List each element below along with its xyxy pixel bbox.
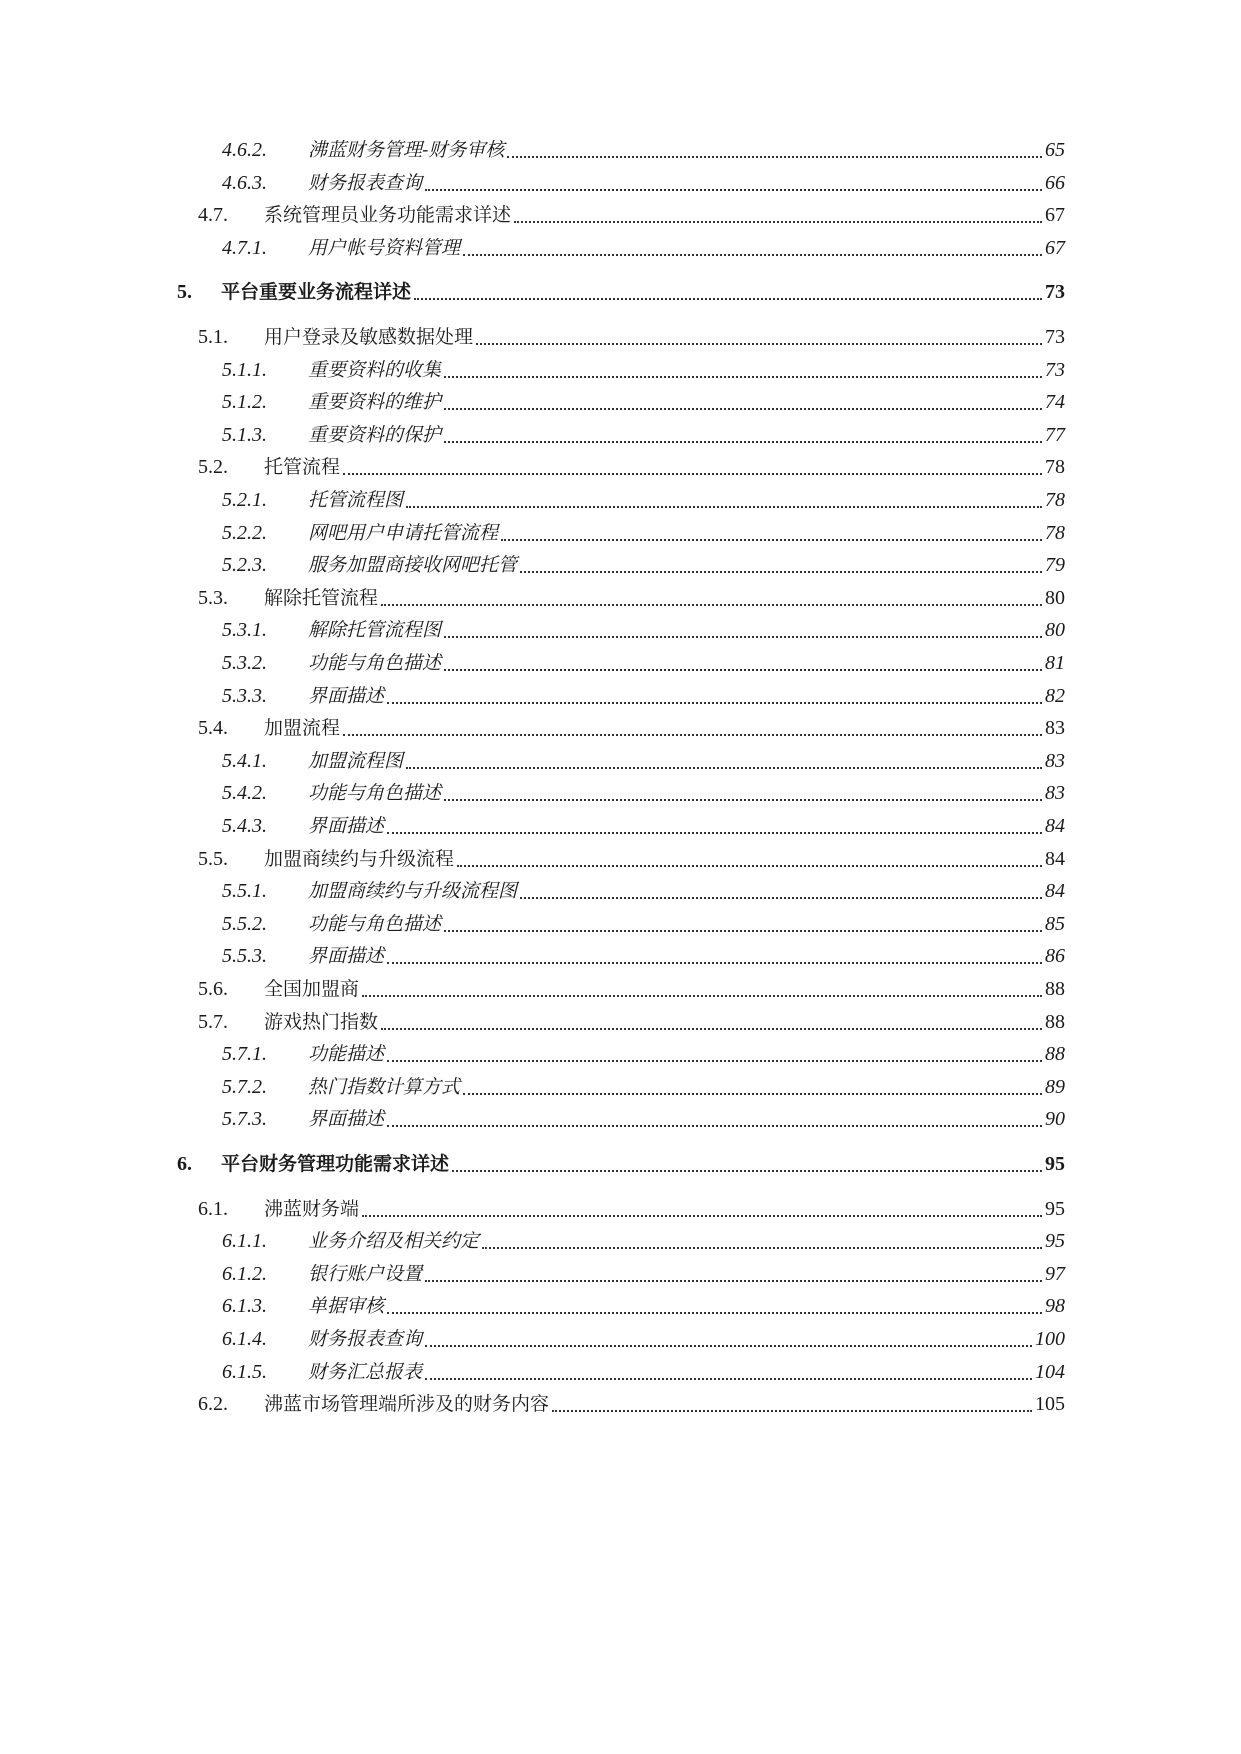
- toc-entry-number: 4.7.1.: [222, 236, 267, 259]
- toc-entry-number: 5.2.: [198, 456, 228, 479]
- toc-entry[interactable]: [198, 452, 1065, 482]
- toc-dot-leader: [381, 603, 1042, 606]
- toc-entry[interactable]: [222, 778, 1065, 808]
- toc-dot-leader: [507, 155, 1042, 158]
- toc-entry-page-number: 66: [1045, 171, 1065, 194]
- toc-entry-number: 6.: [177, 1153, 192, 1175]
- toc-entry[interactable]: [222, 387, 1065, 417]
- toc-entry-title: 解除托管流程图: [308, 619, 442, 642]
- toc-dot-leader: [406, 766, 1042, 769]
- toc-entry-page-number: 65: [1045, 139, 1065, 161]
- toc-entry-number: 5.7.1.: [222, 1043, 267, 1066]
- toc-entry-number: 5.4.1.: [222, 749, 267, 772]
- toc-entry[interactable]: [222, 941, 1065, 971]
- toc-entry[interactable]: [222, 1072, 1065, 1102]
- toc-entry-number: 6.1.2.: [222, 1262, 267, 1285]
- toc-entry[interactable]: [198, 200, 1065, 230]
- toc-entry-page-number: 83: [1045, 749, 1065, 772]
- toc-entry-title: 用户登录及敏感数据处理: [264, 326, 474, 348]
- toc-entry-page-number: 90: [1045, 1108, 1065, 1131]
- toc-dot-leader: [387, 831, 1042, 834]
- toc-dot-leader: [444, 440, 1042, 443]
- toc-entry-number: 6.1.1.: [222, 1230, 267, 1253]
- toc-entry-number: 5.2.3.: [222, 554, 267, 577]
- toc-entry-title: 系统管理员业务功能需求详述: [264, 204, 512, 227]
- toc-entry-page-number: 85: [1045, 912, 1065, 935]
- toc-dot-leader: [387, 1311, 1042, 1314]
- toc-dot-leader: [425, 1279, 1042, 1282]
- toc-entry-page-number: 80: [1045, 586, 1065, 609]
- toc-dot-leader: [406, 505, 1042, 508]
- toc-entry-title: 平台重要业务流程详述: [221, 281, 412, 304]
- toc-entry-title: 重要资料的收集: [308, 358, 442, 381]
- toc-entry[interactable]: [222, 1291, 1065, 1321]
- toc-entry-title: 沸蓝财务管理-财务审核: [308, 139, 505, 161]
- toc-entry-page-number: 79: [1045, 554, 1065, 577]
- toc-entry-number: 6.2.: [198, 1393, 228, 1416]
- toc-entry-page-number: 105: [1035, 1393, 1065, 1416]
- toc-entry-number: 5.5.1.: [222, 880, 267, 903]
- toc-entry[interactable]: [222, 1259, 1065, 1289]
- toc-entry[interactable]: [222, 876, 1065, 906]
- toc-entry-number: 5.3.2.: [222, 652, 267, 674]
- toc-entry-number: 5.1.3.: [222, 423, 267, 446]
- toc-dot-leader: [552, 1409, 1032, 1412]
- toc-entry[interactable]: [198, 1389, 1065, 1419]
- toc-entry[interactable]: [222, 811, 1065, 841]
- toc-entry-title: 单据审核: [308, 1295, 385, 1318]
- toc-entry-title: 财务报表查询: [308, 171, 423, 194]
- toc-dot-leader: [362, 1214, 1042, 1217]
- toc-dot-leader: [381, 1027, 1042, 1030]
- toc-entry[interactable]: [198, 583, 1065, 613]
- toc-dot-leader: [387, 701, 1042, 704]
- toc-entry-number: 6.1.5.: [222, 1360, 267, 1383]
- toc-entry-title: 用户帐号资料管理: [308, 236, 461, 259]
- toc-entry-page-number: 100: [1035, 1328, 1065, 1350]
- toc-entry-number: 5.4.2.: [222, 782, 267, 805]
- toc-entry-page-number: 81: [1045, 652, 1065, 674]
- toc-entry[interactable]: [222, 233, 1065, 263]
- toc-entry[interactable]: [198, 1194, 1065, 1224]
- toc-entry-page-number: 84: [1045, 880, 1065, 903]
- toc-entry-number: 5.1.1.: [222, 358, 267, 381]
- toc-entry-page-number: 89: [1045, 1075, 1065, 1098]
- toc-entry-title: 功能与角色描述: [308, 912, 442, 935]
- toc-entry-title: 托管流程: [264, 456, 341, 479]
- toc-dot-leader: [501, 538, 1042, 541]
- toc-entry-page-number: 104: [1035, 1360, 1065, 1383]
- toc-dot-leader: [463, 1092, 1042, 1095]
- toc-dot-leader: [444, 798, 1042, 801]
- toc-entry-number: 6.1.3.: [222, 1295, 267, 1318]
- toc-entry-number: 5.2.2.: [222, 521, 267, 544]
- toc-entry-number: 5.1.2.: [222, 391, 267, 414]
- toc-dot-leader: [444, 375, 1042, 378]
- toc-entry-number: 5.7.: [198, 1010, 228, 1033]
- toc-entry-page-number: 86: [1045, 945, 1065, 968]
- toc-entry[interactable]: [198, 713, 1065, 743]
- toc-entry-title: 解除托管流程: [264, 586, 379, 609]
- toc-entry-title: 银行账户设置: [308, 1262, 423, 1285]
- toc-entry-page-number: 83: [1045, 782, 1065, 805]
- toc-entry-page-number: 73: [1045, 358, 1065, 381]
- toc-entry[interactable]: [222, 1226, 1065, 1256]
- toc-entry-title: 游戏热门指数: [264, 1010, 379, 1033]
- toc-entry-page-number: 95: [1045, 1197, 1065, 1220]
- toc-entry-number: 5.4.3.: [222, 815, 267, 837]
- toc-entry-number: 5.3.1.: [222, 619, 267, 642]
- toc-entry-title: 界面描述: [308, 1108, 385, 1131]
- toc-entry[interactable]: [222, 648, 1065, 678]
- toc-dot-leader: [425, 188, 1042, 191]
- toc-entry[interactable]: [198, 974, 1065, 1004]
- toc-entry-title: 功能与角色描述: [308, 652, 442, 674]
- toc-entry[interactable]: [222, 420, 1065, 450]
- toc-entry[interactable]: [198, 1007, 1065, 1037]
- toc-dot-leader: [343, 472, 1042, 475]
- toc-entry-page-number: 98: [1045, 1295, 1065, 1318]
- toc-entry-page-number: 97: [1045, 1262, 1065, 1285]
- toc-entry-title: 财务报表查询: [308, 1328, 423, 1350]
- toc-entry-number: 5.5.3.: [222, 945, 267, 968]
- toc-entry-page-number: 95: [1045, 1230, 1065, 1253]
- toc-entry[interactable]: [222, 746, 1065, 776]
- toc-dot-leader: [425, 1377, 1032, 1380]
- toc-dot-leader: [482, 1246, 1042, 1249]
- toc-entry[interactable]: [222, 1039, 1065, 1069]
- toc-dot-leader: [387, 961, 1042, 964]
- toc-dot-leader: [476, 342, 1042, 345]
- toc-entry-title: 功能与角色描述: [308, 782, 442, 805]
- toc-entry[interactable]: [222, 550, 1065, 580]
- toc-entry[interactable]: [222, 909, 1065, 939]
- toc-dot-leader: [343, 733, 1042, 736]
- toc-entry[interactable]: [222, 355, 1065, 385]
- toc-entry[interactable]: [222, 135, 1065, 165]
- toc-dot-leader: [463, 253, 1042, 256]
- toc-entry[interactable]: [222, 518, 1065, 548]
- toc-entry-title: 网吧用户申请托管流程: [308, 521, 499, 544]
- toc-entry-number: 4.6.3.: [222, 171, 267, 194]
- toc-entry[interactable]: [222, 485, 1065, 515]
- toc-entry-page-number: 88: [1045, 978, 1065, 1000]
- toc-entry-number: 5.3.: [198, 586, 228, 609]
- toc-entry-number: 5.1.: [198, 326, 228, 348]
- toc-entry-page-number: 80: [1045, 619, 1065, 642]
- toc-dot-leader: [414, 297, 1042, 300]
- toc-entry-page-number: 82: [1045, 684, 1065, 707]
- toc-entry-title: 重要资料的保护: [308, 423, 442, 446]
- toc-dot-leader: [387, 1124, 1042, 1127]
- toc-entry-number: 5.5.: [198, 847, 228, 870]
- toc-entry[interactable]: [222, 1324, 1065, 1354]
- toc-entry-page-number: 67: [1045, 204, 1065, 227]
- toc-entry-title: 全国加盟商: [264, 978, 360, 1000]
- toc-entry-title: 财务汇总报表: [308, 1360, 423, 1383]
- toc-dot-leader: [444, 668, 1042, 671]
- toc-entry-number: 5.5.2.: [222, 912, 267, 935]
- toc-entry-number: 6.1.: [198, 1197, 228, 1220]
- toc-entry-page-number: 84: [1045, 847, 1065, 870]
- toc-entry[interactable]: [222, 681, 1065, 711]
- toc-entry-page-number: 77: [1045, 423, 1065, 446]
- toc-dot-leader: [514, 220, 1042, 223]
- toc-entry-title: 沸蓝财务端: [264, 1197, 360, 1220]
- toc-dot-leader: [387, 1059, 1042, 1062]
- toc-entry-title: 界面描述: [308, 684, 385, 707]
- toc-entry[interactable]: [198, 844, 1065, 874]
- toc-entry-title: 加盟商续约与升级流程: [264, 847, 455, 870]
- toc-dot-leader: [425, 1344, 1032, 1347]
- toc-entry-title: 服务加盟商接收网吧托管: [308, 554, 518, 577]
- toc-entry-number: 5.2.1.: [222, 489, 267, 511]
- toc-entry-number: 4.7.: [198, 204, 228, 227]
- toc-entry[interactable]: [177, 1149, 1065, 1179]
- toc-entry-number: 5.7.2.: [222, 1075, 267, 1098]
- toc-entry-page-number: 95: [1045, 1153, 1065, 1175]
- toc-entry-number: 5.: [177, 281, 192, 304]
- toc-dot-leader: [520, 570, 1042, 573]
- toc-entry-title: 托管流程图: [308, 489, 404, 511]
- toc-entry[interactable]: [177, 277, 1065, 307]
- toc-entry[interactable]: [222, 615, 1065, 645]
- toc-dot-leader: [362, 994, 1042, 997]
- toc-dot-leader: [444, 929, 1042, 932]
- toc-entry-page-number: 83: [1045, 717, 1065, 740]
- toc-entry[interactable]: [222, 1357, 1065, 1387]
- toc-entry-number: 5.4.: [198, 717, 228, 740]
- toc-entry-title: 平台财务管理功能需求详述: [221, 1153, 450, 1175]
- toc-entry-page-number: 78: [1045, 456, 1065, 479]
- toc-entry-title: 界面描述: [308, 815, 385, 837]
- toc-entry-page-number: 74: [1045, 391, 1065, 414]
- toc-entry-number: 4.6.2.: [222, 139, 267, 161]
- toc-entry-number: 5.6.: [198, 978, 228, 1000]
- toc-entry-number: 5.7.3.: [222, 1108, 267, 1131]
- toc-entry-number: 6.1.4.: [222, 1328, 267, 1350]
- toc-dot-leader: [520, 896, 1042, 899]
- toc-dot-leader: [444, 407, 1042, 410]
- toc-entry-page-number: 88: [1045, 1043, 1065, 1066]
- toc-entry-page-number: 84: [1045, 815, 1065, 837]
- toc-entry-title: 加盟流程: [264, 717, 341, 740]
- toc-entry-page-number: 78: [1045, 521, 1065, 544]
- toc-entry-title: 功能描述: [308, 1043, 385, 1066]
- toc-entry-title: 沸蓝市场管理端所涉及的财务内容: [264, 1393, 550, 1416]
- toc-entry-title: 热门指数计算方式: [308, 1075, 461, 1098]
- toc-entry-page-number: 78: [1045, 489, 1065, 511]
- toc-entry[interactable]: [222, 168, 1065, 198]
- toc-entry-page-number: 88: [1045, 1010, 1065, 1033]
- toc-entry-number: 5.3.3.: [222, 684, 267, 707]
- toc-entry-title: 业务介绍及相关约定: [308, 1230, 480, 1253]
- toc-entry-page-number: 67: [1045, 236, 1065, 259]
- toc-entry-title: 加盟商续约与升级流程图: [308, 880, 518, 903]
- toc-entry-title: 重要资料的维护: [308, 391, 442, 414]
- toc-entry-page-number: 73: [1045, 281, 1065, 304]
- toc-entry[interactable]: [198, 322, 1065, 352]
- toc-dot-leader: [457, 864, 1042, 867]
- toc-entry-title: 加盟流程图: [308, 749, 404, 772]
- toc-dot-leader: [452, 1169, 1042, 1172]
- toc-dot-leader: [444, 635, 1042, 638]
- toc-entry-page-number: 73: [1045, 326, 1065, 348]
- toc-entry[interactable]: [222, 1104, 1065, 1134]
- toc-entry-title: 界面描述: [308, 945, 385, 968]
